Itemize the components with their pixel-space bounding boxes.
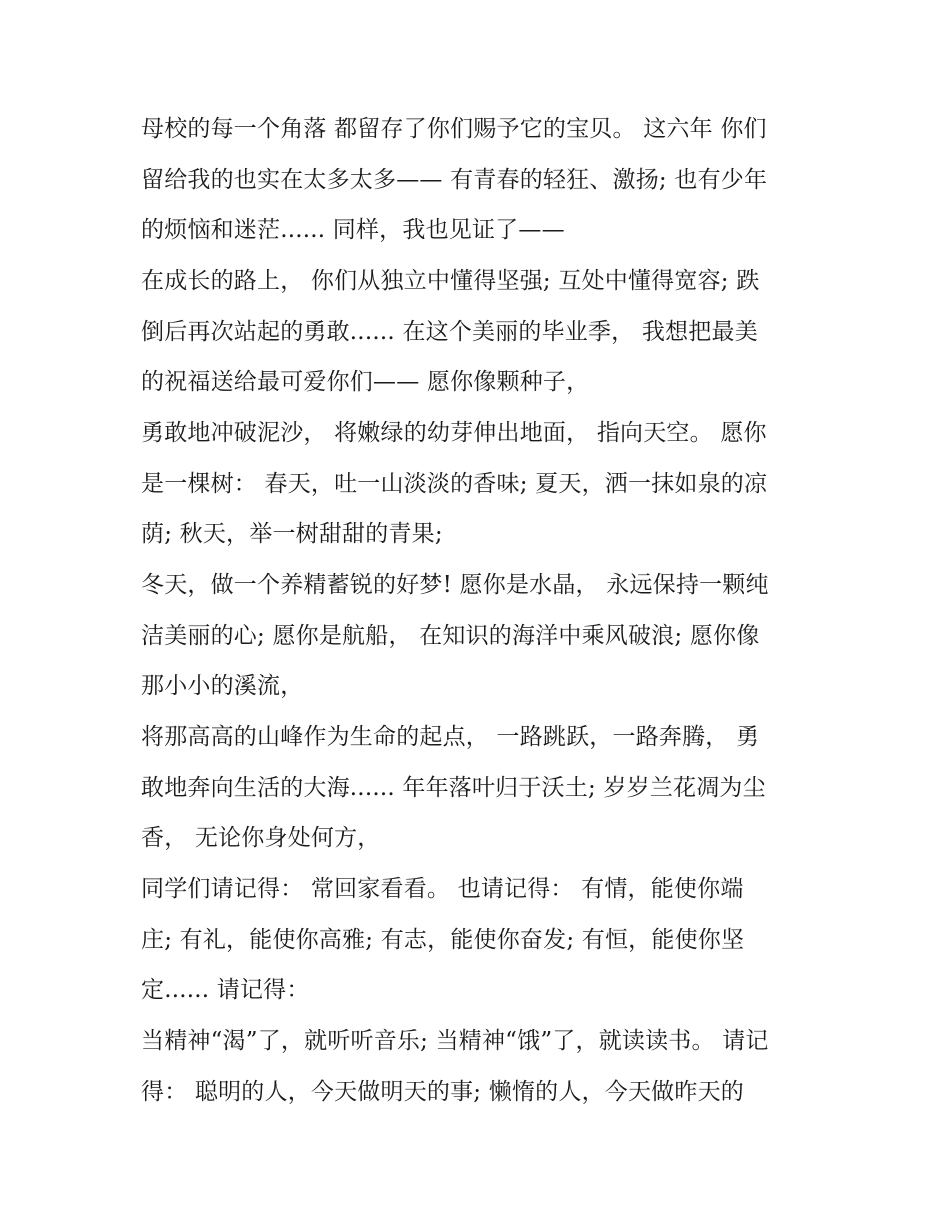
text-line: 的祝福送给最可爱你们—— 愿你像颗种子，: [141, 369, 590, 395]
text-line: 那小小的溪流，: [141, 673, 304, 699]
text-line: 勇敢地冲破泥沙， 将嫩绿的幼芽伸出地面， 指向天空。 愿你: [141, 420, 767, 446]
text-line: 的烦恼和迷茫...... 同样，我也见证了——: [141, 217, 565, 243]
text-line: 荫; 秋天，举一树甜甜的青果;: [141, 521, 443, 547]
text-line: 敢地奔向生活的大海...... 年年落叶归于沃土; 岁岁兰花凋为尘: [141, 775, 766, 801]
text-line: 当精神“渴”了，就听听音乐; 当精神“饿”了，就读读书。 请记: [141, 1028, 769, 1054]
text-line: 香， 无论你身处何方，: [141, 825, 381, 851]
text-line: 冬天，做一个养精蓄锐的好梦! 愿你是水晶， 永远保持一颗纯: [141, 572, 769, 598]
text-line: 定...... 请记得：: [141, 977, 310, 1003]
text-line: 母校的每一个角落 都留存了你们赐予它的宝贝。 这六年 你们: [141, 116, 767, 142]
text-line: 留给我的也实在太多太多—— 有青春的轻狂、激扬; 也有少年: [141, 167, 768, 193]
text-line: 是一棵树： 春天，吐一山淡淡的香味; 夏天，洒一抹如泉的凉: [141, 471, 768, 497]
text-line: 在成长的路上， 你们从独立中懂得坚强; 互处中懂得宽容; 跌: [141, 268, 760, 294]
text-line: 庄; 有礼，能使你高雅; 有志，能使你奋发; 有恒，能使你坚: [141, 927, 745, 953]
text-line: 倒后再次站起的勇敢...... 在这个美丽的毕业季， 我想把最美: [141, 319, 758, 345]
text-line: 洁美丽的心; 愿你是航船， 在知识的海洋中乘风破浪; 愿你像: [141, 623, 760, 649]
text-line: 得： 聪明的人，今天做明天的事; 懒惰的人，今天做昨天的: [141, 1079, 744, 1105]
text-line: 将那高高的山峰作为生命的起点， 一路跳跃，一路奔腾， 勇: [141, 724, 760, 750]
text-line: 同学们请记得： 常回家看看。 也请记得： 有情，能使你端: [141, 876, 744, 902]
